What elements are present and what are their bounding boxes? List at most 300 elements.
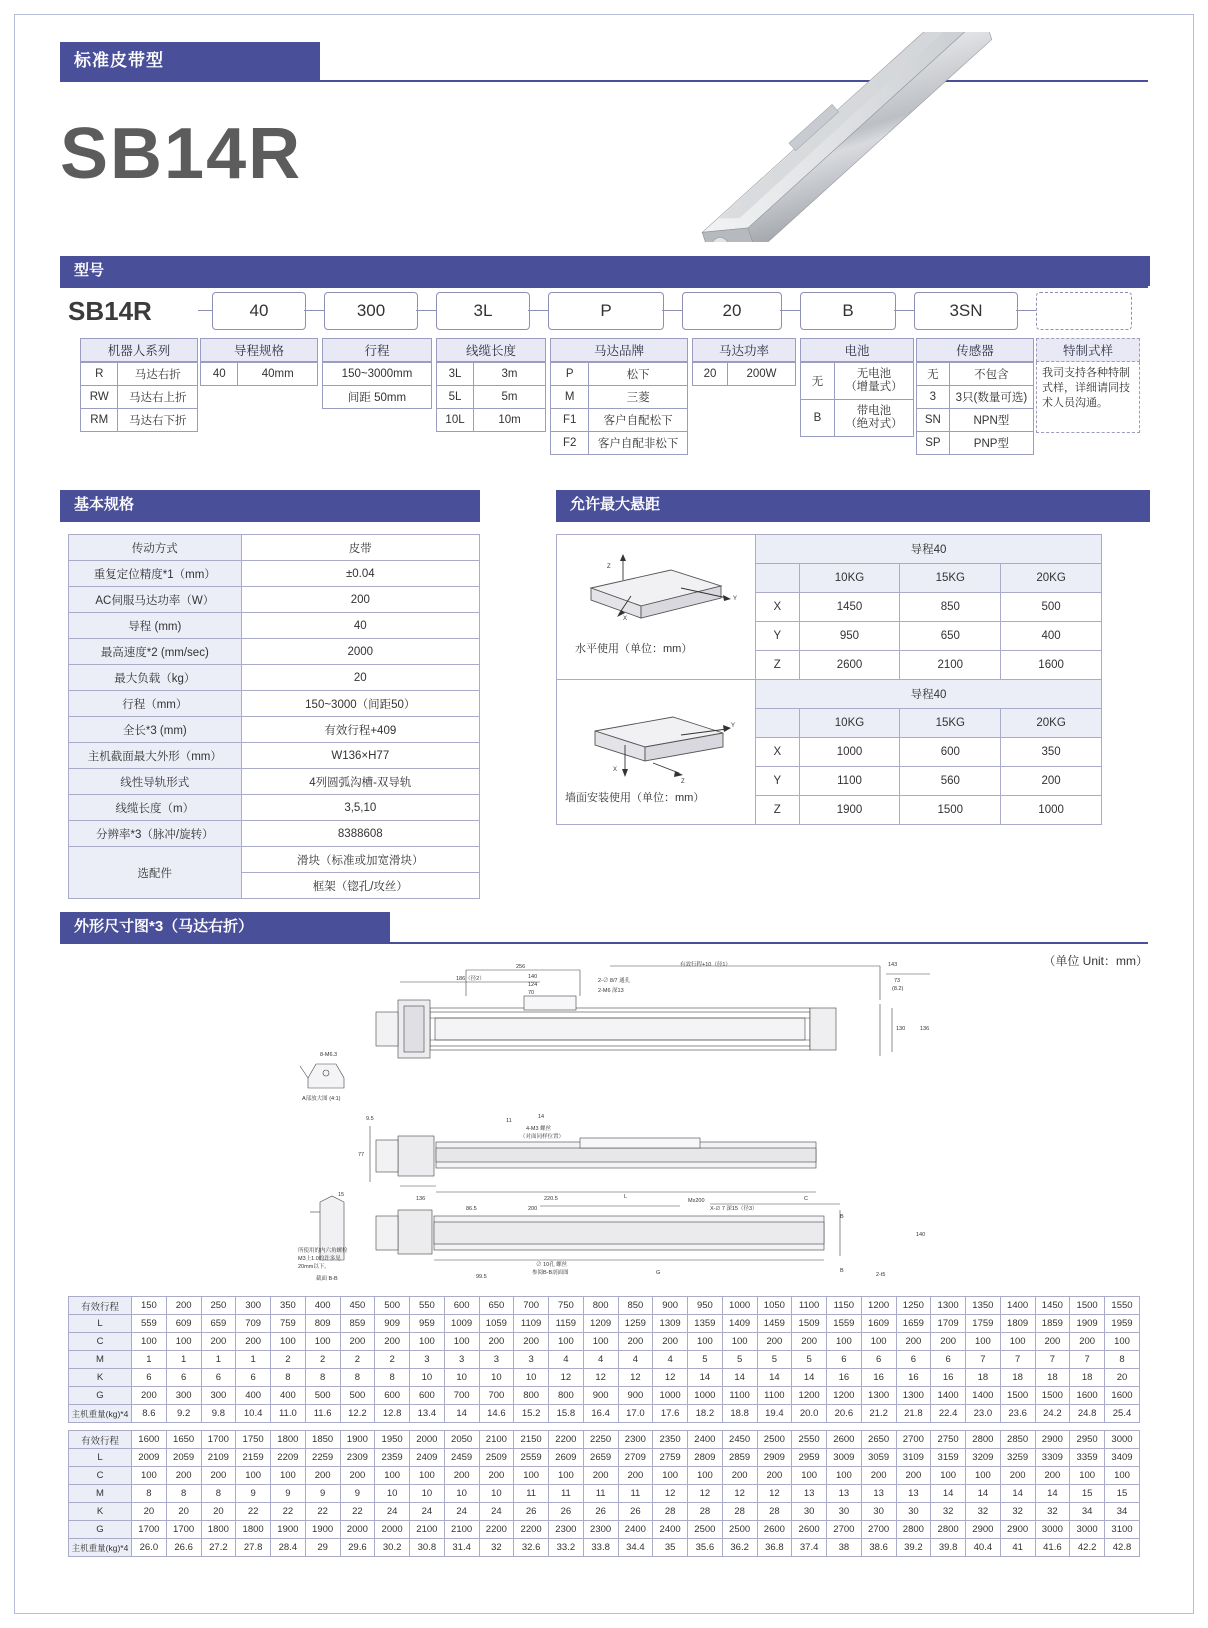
cell: 6 (896, 1351, 931, 1369)
code-col-head: 机器人系列 (80, 338, 198, 362)
svg-text:A部放大图 (4:1): A部放大图 (4:1) (302, 1096, 341, 1102)
axis-label: Z (756, 651, 800, 680)
cell: 1000 (688, 1387, 723, 1405)
cell: 1550 (1105, 1297, 1140, 1315)
cell: 11 (618, 1485, 653, 1503)
code-box-custom (1036, 292, 1132, 330)
table-row (69, 769, 480, 795)
code-dash (662, 310, 682, 311)
cell: 2500 (722, 1521, 757, 1539)
outline-drawing (280, 960, 940, 1290)
svg-text:2-∅ 8/7 通孔: 2-∅ 8/7 通孔 (598, 978, 631, 984)
cell: 1 (132, 1351, 167, 1369)
cell: 6 (236, 1369, 271, 1387)
cell: 550 (410, 1297, 445, 1315)
table-row (69, 847, 480, 873)
cell: 800 (549, 1387, 584, 1405)
cell: 28 (653, 1503, 688, 1521)
svg-text:（对面同样位置）: （对面同样位置） (520, 1134, 565, 1140)
row-header: 主机重量(kg)*4 (69, 1539, 132, 1557)
code-col-stroke (322, 338, 432, 409)
svg-text:124: 124 (528, 982, 538, 988)
cell: 100 (722, 1333, 757, 1351)
cell: M (551, 386, 589, 409)
svg-text:所使用的内六角螺栓: 所使用的内六角螺栓 (298, 1248, 348, 1254)
table-row (69, 1467, 1140, 1485)
cell: 16 (896, 1369, 931, 1387)
cell: 20 (132, 1503, 167, 1521)
spec-value: 有效行程+409 (241, 717, 479, 743)
svg-text:140: 140 (916, 1232, 926, 1238)
spec-label: 全长*3 (mm) (69, 717, 242, 743)
cell: 200 (1035, 1467, 1070, 1485)
cell: 3 (917, 386, 950, 409)
cell: 9.2 (166, 1405, 201, 1423)
cell: 200 (931, 1333, 966, 1351)
cell: 400 (236, 1387, 271, 1405)
svg-text:G: G (656, 1270, 661, 1276)
cell: 20.0 (792, 1405, 827, 1423)
value: 1000 (799, 738, 900, 767)
cell: 29 (305, 1539, 340, 1557)
cell: 12 (583, 1369, 618, 1387)
cell: 10 (375, 1485, 410, 1503)
cell: 10 (514, 1369, 549, 1387)
cell: 30 (861, 1503, 896, 1521)
cell: 24.8 (1070, 1405, 1105, 1423)
cell: 26 (618, 1503, 653, 1521)
cell: 400 (271, 1387, 306, 1405)
cell: 39.2 (896, 1539, 931, 1557)
cell: 2459 (444, 1449, 479, 1467)
cell: 9 (236, 1485, 271, 1503)
cell: 300 (166, 1387, 201, 1405)
cell: 6 (827, 1351, 862, 1369)
cell: 1809 (1000, 1315, 1035, 1333)
spec-value: 8388608 (241, 821, 479, 847)
overhang-title: 允许最大悬距 (570, 496, 661, 513)
cell: 30 (792, 1503, 827, 1521)
cell: 间距 50mm (323, 386, 432, 409)
cell: 100 (305, 1333, 340, 1351)
svg-text:有效行程+10（径1）: 有效行程+10（径1） (680, 962, 731, 968)
cell: 2559 (514, 1449, 549, 1467)
code-dash (894, 310, 914, 311)
spec-value: 框架（锪孔/攻丝） (241, 873, 479, 899)
cell: 200 (375, 1333, 410, 1351)
code-dash (304, 310, 324, 311)
cell: 150~3000mm (323, 363, 432, 386)
cell: 28 (688, 1503, 723, 1521)
cell: 13 (827, 1485, 862, 1503)
cell: 200 (583, 1467, 618, 1485)
cell: 100 (132, 1333, 167, 1351)
cell: 15.8 (549, 1405, 584, 1423)
cell: 22 (236, 1503, 271, 1521)
cell: 1800 (236, 1521, 271, 1539)
cell: 11.6 (305, 1405, 340, 1423)
svg-text:2-M6 深13: 2-M6 深13 (598, 988, 624, 994)
cell: 40 (201, 363, 238, 386)
cell: 3100 (1105, 1521, 1140, 1539)
value: 400 (1001, 622, 1102, 651)
cell: 450 (340, 1297, 375, 1315)
cell: 200 (896, 1467, 931, 1485)
spec-label: AC伺服马达功率（W） (69, 587, 242, 613)
cell: 600 (410, 1387, 445, 1405)
table-row (69, 665, 480, 691)
cell: 2300 (549, 1521, 584, 1539)
cell: 12 (653, 1485, 688, 1503)
cell: 12.8 (375, 1405, 410, 1423)
cell: 100 (271, 1467, 306, 1485)
cell: 16 (931, 1369, 966, 1387)
code-dash (198, 310, 212, 311)
row-header: C (69, 1333, 132, 1351)
cell: 500 (305, 1387, 340, 1405)
cell: 12 (688, 1485, 723, 1503)
table-row (69, 1333, 1140, 1351)
cell: 750 (549, 1297, 584, 1315)
model-code-prefix: SB14R (68, 296, 152, 326)
lead-header: 导程40 (756, 535, 1102, 564)
cell: 709 (236, 1315, 271, 1333)
cell: 不包含 (949, 363, 1033, 386)
table-row (69, 1351, 1140, 1369)
cell: 14 (792, 1369, 827, 1387)
cell: 16.4 (583, 1405, 618, 1423)
cell: 6 (931, 1351, 966, 1369)
cell: 33.8 (583, 1539, 618, 1557)
cell: 2400 (618, 1521, 653, 1539)
cell: 200 (201, 1333, 236, 1351)
cell: 14 (931, 1485, 966, 1503)
cell: 909 (375, 1315, 410, 1333)
cell: 2659 (583, 1449, 618, 1467)
spec-value: 200 (241, 587, 479, 613)
cell: 200 (479, 1467, 514, 1485)
code-col-head: 马达功率 (692, 338, 796, 362)
cell: 34 (1105, 1503, 1140, 1521)
table-row (69, 1315, 1140, 1333)
code-col-head: 马达品牌 (550, 338, 688, 362)
cell: 20 (201, 1503, 236, 1521)
axis-label: Y (756, 767, 800, 796)
cell: 27.8 (236, 1539, 271, 1557)
table-row (69, 691, 480, 717)
cell: 1509 (792, 1315, 827, 1333)
cell: 2800 (931, 1521, 966, 1539)
cell: R (81, 363, 118, 386)
svg-text:143: 143 (888, 962, 898, 968)
code-col-head: 电池 (800, 338, 914, 362)
cell: RM (81, 409, 118, 432)
svg-text:70: 70 (528, 990, 535, 996)
cell: 700 (479, 1387, 514, 1405)
row-header: M (69, 1351, 132, 1369)
cell: 2200 (549, 1431, 584, 1449)
wall-diagram-cell (557, 680, 756, 825)
cell: 28.4 (271, 1539, 306, 1557)
row-header: M (69, 1485, 132, 1503)
cell: 18.8 (722, 1405, 757, 1423)
cell: 2809 (688, 1449, 723, 1467)
cell: 5 (688, 1351, 723, 1369)
cell: 10 (479, 1485, 514, 1503)
cell: 1300 (861, 1387, 896, 1405)
code-box-sensor: 3SN (914, 292, 1018, 330)
cell: 200 (166, 1467, 201, 1485)
svg-text:15: 15 (338, 1192, 345, 1198)
cell: 3359 (1070, 1449, 1105, 1467)
table-row (69, 1369, 1140, 1387)
cell: 12 (618, 1369, 653, 1387)
cell: 100 (166, 1333, 201, 1351)
table-row (69, 561, 480, 587)
svg-text:Z: Z (607, 564, 611, 570)
cell: 3159 (931, 1449, 966, 1467)
cell: 1050 (757, 1297, 792, 1315)
svg-text:186（径2）: 186（径2） (456, 976, 485, 982)
row-header: C (69, 1467, 132, 1485)
cell: 32 (931, 1503, 966, 1521)
svg-text:136: 136 (920, 1026, 930, 1032)
cell: 18 (1000, 1369, 1035, 1387)
cell: 250 (201, 1297, 236, 1315)
cell: 2709 (618, 1449, 653, 1467)
cell: 14 (757, 1369, 792, 1387)
row-header: 主机重量(kg)*4 (69, 1405, 132, 1423)
code-dash (780, 310, 800, 311)
cell: 10 (410, 1485, 445, 1503)
outline-bar (60, 912, 390, 942)
cell: 30 (827, 1503, 862, 1521)
cell: 2900 (966, 1521, 1001, 1539)
cell: 41.6 (1035, 1539, 1070, 1557)
code-col-head: 导程规格 (200, 338, 318, 362)
cell: 350 (271, 1297, 306, 1315)
cell: 17.6 (653, 1405, 688, 1423)
cell: 4 (583, 1351, 618, 1369)
cell: 200 (514, 1333, 549, 1351)
value: 1000 (1001, 796, 1102, 825)
spec-label: 主机截面最大外形（mm） (69, 743, 242, 769)
cell: SN (917, 409, 950, 432)
cell: 2359 (375, 1449, 410, 1467)
cell: 7 (1035, 1351, 1070, 1369)
cell: 2600 (792, 1521, 827, 1539)
cell: 700 (514, 1297, 549, 1315)
cell: 1909 (1070, 1315, 1105, 1333)
cell: 14 (722, 1369, 757, 1387)
cell: 2650 (861, 1431, 896, 1449)
cell: 1900 (340, 1431, 375, 1449)
cell: 马达右折 (118, 363, 198, 386)
cell: 6 (166, 1369, 201, 1387)
cell: 2500 (757, 1431, 792, 1449)
cell: 11 (549, 1485, 584, 1503)
cell: 3 (514, 1351, 549, 1369)
axis-label: Y (756, 622, 800, 651)
cell: 12.2 (340, 1405, 375, 1423)
cell: 8 (340, 1369, 375, 1387)
cell: 100 (549, 1467, 584, 1485)
cell: 14 (966, 1485, 1001, 1503)
cell: 9.8 (201, 1405, 236, 1423)
cell: 2600 (827, 1431, 862, 1449)
cell: 29.6 (340, 1539, 375, 1557)
spec-value: ±0.04 (241, 561, 479, 587)
spec-value: 40 (241, 613, 479, 639)
row-header: 有效行程 (69, 1431, 132, 1449)
cell: 6 (861, 1351, 896, 1369)
spec-label: 线缆长度（m） (69, 795, 242, 821)
cell: 200 (653, 1333, 688, 1351)
table-row (69, 639, 480, 665)
cell: 1800 (201, 1521, 236, 1539)
cell: 12 (549, 1369, 584, 1387)
page-title: SB14R (60, 114, 303, 194)
cell: 2100 (479, 1431, 514, 1449)
cell: 7 (1070, 1351, 1105, 1369)
cell: 8 (305, 1369, 340, 1387)
cell: 18 (1035, 1369, 1070, 1387)
table-row (69, 535, 480, 561)
cell: 2850 (1000, 1431, 1035, 1449)
cell: 16 (827, 1369, 862, 1387)
cell: 客户自配非松下 (589, 432, 688, 455)
cell: 150 (132, 1297, 167, 1315)
row-header: G (69, 1387, 132, 1405)
cell: 100 (271, 1333, 306, 1351)
dimension-table-1 (68, 1296, 1140, 1423)
cell: 5L (437, 386, 474, 409)
cell: 20.6 (827, 1405, 862, 1423)
cell: 2409 (410, 1449, 445, 1467)
cell: 1109 (514, 1315, 549, 1333)
cell: 1600 (1105, 1387, 1140, 1405)
cell: 3000 (1105, 1431, 1140, 1449)
cell: 2400 (653, 1521, 688, 1539)
cell: 100 (410, 1467, 445, 1485)
cell: 12 (722, 1485, 757, 1503)
table-row (69, 613, 480, 639)
cell: 2400 (688, 1431, 723, 1449)
spec-label: 选配件 (69, 847, 242, 899)
value: 850 (900, 593, 1001, 622)
svg-text:Z: Z (681, 779, 685, 785)
spec-label: 行程（mm） (69, 691, 242, 717)
cell: 1259 (618, 1315, 653, 1333)
cell: 700 (444, 1387, 479, 1405)
blank-cell (756, 709, 800, 738)
cell: 100 (688, 1467, 723, 1485)
spec-value: 2000 (241, 639, 479, 665)
svg-text:B: B (840, 1214, 844, 1220)
cell: 24 (410, 1503, 445, 1521)
code-col-lead (200, 338, 318, 386)
cell: 2909 (757, 1449, 792, 1467)
code-col-sensor (916, 338, 1034, 455)
cell: 40.4 (966, 1539, 1001, 1557)
code-box-stroke: 300 (324, 292, 418, 330)
cell: 1300 (931, 1297, 966, 1315)
cell: 1100 (792, 1297, 827, 1315)
cell: 300 (236, 1297, 271, 1315)
cell: 2300 (618, 1431, 653, 1449)
cell: 2159 (236, 1449, 271, 1467)
code-col-head: 传感器 (916, 338, 1034, 362)
value: 350 (1001, 738, 1102, 767)
cell: 10L (437, 409, 474, 432)
cell: 24 (444, 1503, 479, 1521)
cell: 4 (549, 1351, 584, 1369)
cell: 3只(数量可选) (949, 386, 1033, 409)
cell: 2959 (792, 1449, 827, 1467)
cell: 100 (792, 1467, 827, 1485)
cell: 42.8 (1105, 1539, 1140, 1557)
svg-text:C: C (804, 1196, 808, 1202)
cell: 1609 (861, 1315, 896, 1333)
cell: 100 (966, 1333, 1001, 1351)
axis-label: Z (756, 796, 800, 825)
cell: 2350 (653, 1431, 688, 1449)
cell: 13 (896, 1485, 931, 1503)
cell: 2700 (896, 1431, 931, 1449)
cell: 8 (375, 1369, 410, 1387)
table-row (69, 1485, 1140, 1503)
cell: 2609 (549, 1449, 584, 1467)
cell: 100 (966, 1467, 1001, 1485)
cell: P (551, 363, 589, 386)
cell: 5 (757, 1351, 792, 1369)
table-row (69, 1387, 1140, 1405)
cell: 8.6 (132, 1405, 167, 1423)
cell: 1000 (653, 1387, 688, 1405)
cell: 1850 (305, 1431, 340, 1449)
cell: 26.6 (166, 1539, 201, 1557)
cell: 100 (410, 1333, 445, 1351)
svg-text:14: 14 (538, 1114, 545, 1120)
cell: 200 (861, 1467, 896, 1485)
cell: 2300 (583, 1521, 618, 1539)
load-header: 20KG (1001, 709, 1102, 738)
cell: 26 (583, 1503, 618, 1521)
cell: 1059 (479, 1315, 514, 1333)
load-header: 15KG (900, 709, 1001, 738)
unit-note: （单位 Unit：mm） (1043, 954, 1148, 968)
cell: 15 (1070, 1485, 1105, 1503)
cell: 200 (757, 1333, 792, 1351)
table-row (69, 1431, 1140, 1449)
cell: 8 (271, 1369, 306, 1387)
cell: 100 (236, 1467, 271, 1485)
cell: 1759 (966, 1315, 1001, 1333)
cell: 42.2 (1070, 1539, 1105, 1557)
cell: 39.8 (931, 1539, 966, 1557)
cell: 9 (340, 1485, 375, 1503)
svg-text:∅ 10孔 螺丝: ∅ 10孔 螺丝 (536, 1262, 568, 1268)
value: 1100 (799, 767, 900, 796)
value: 1900 (799, 796, 900, 825)
cell: 1309 (653, 1315, 688, 1333)
model-section-title: 型号 (74, 262, 105, 279)
svg-text:X: X (623, 616, 628, 622)
cell: 1409 (722, 1315, 757, 1333)
spec-value: 3,5,10 (241, 795, 479, 821)
cell: 16 (861, 1369, 896, 1387)
cell: 1600 (1070, 1387, 1105, 1405)
